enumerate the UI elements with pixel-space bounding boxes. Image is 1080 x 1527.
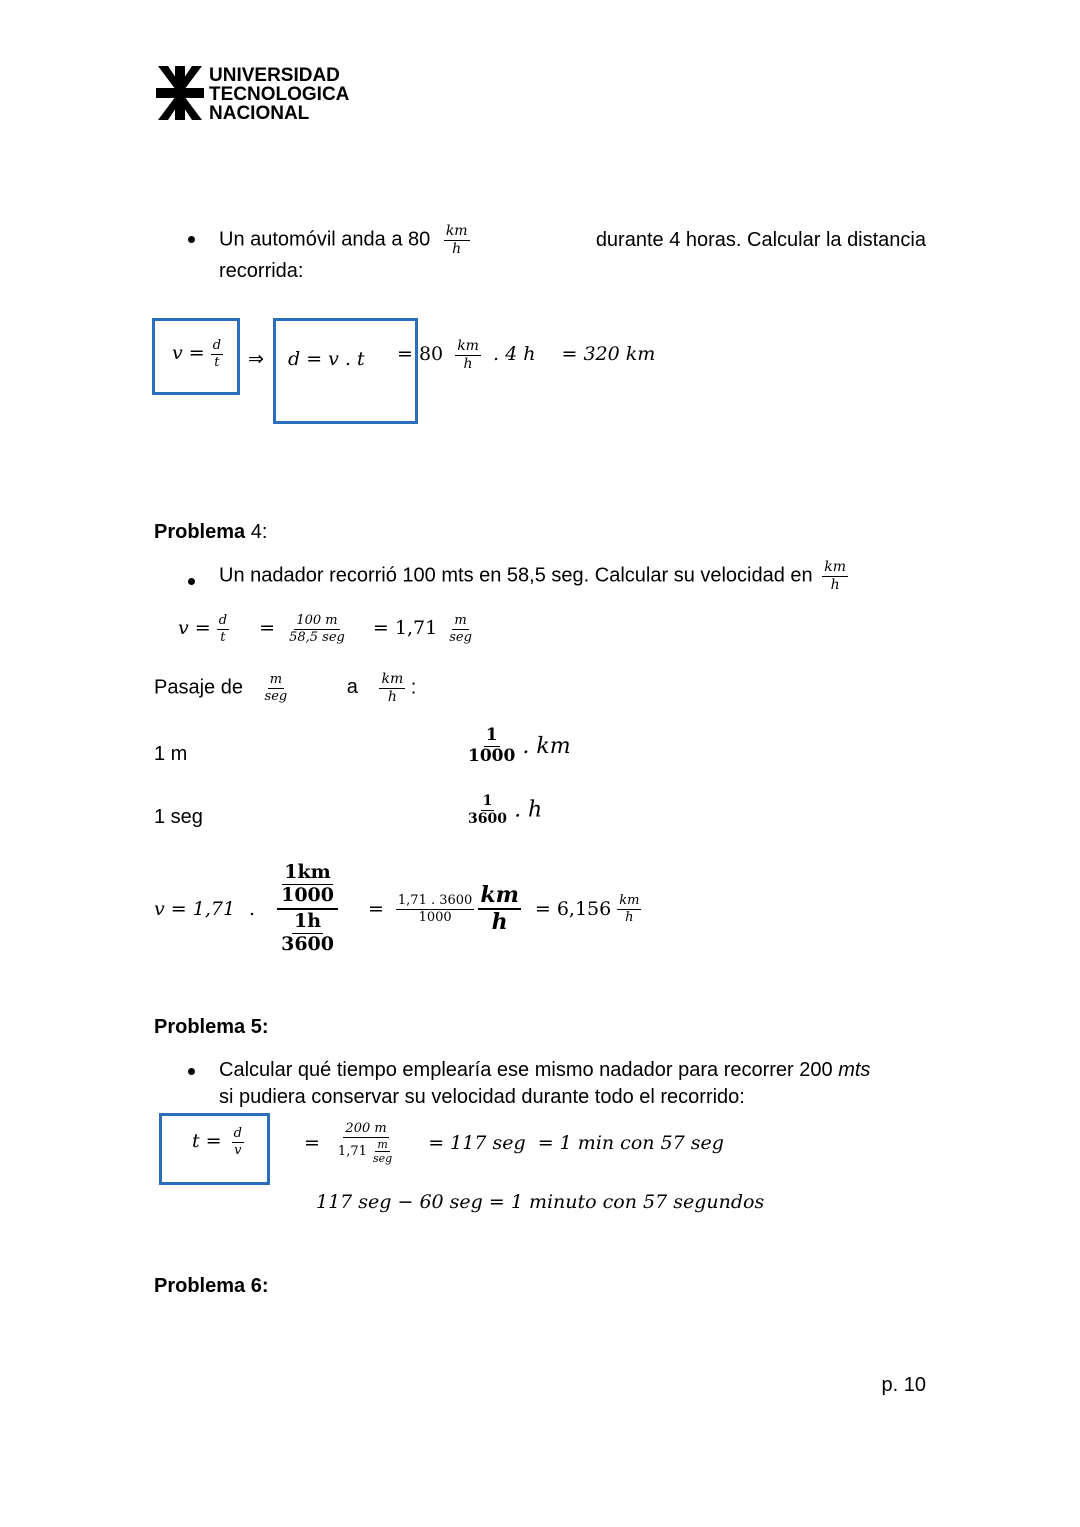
problem-5-title: Problema 5: — [154, 1016, 269, 1038]
fv-den: t — [214, 354, 220, 370]
p4-compound-den-frac — [279, 912, 336, 955]
p4-s-num: 1 — [482, 793, 493, 809]
p4-final-calculation — [154, 856, 641, 962]
formula-velocity-left: v = — [172, 342, 205, 365]
p4-big-n1: 1km — [284, 861, 331, 884]
p4-second-fraction — [466, 794, 509, 826]
p4-big-result-fraction — [617, 894, 641, 924]
p4-f-num: 100 m — [296, 613, 338, 628]
ex1-text-c: recorrida: — [219, 260, 304, 282]
problem-4-title-rest: 4: — [245, 521, 268, 543]
p4-m-num: 1 — [485, 725, 498, 745]
p4-pasaje-label: Pasaje de — [154, 676, 243, 699]
problem-5-text1-italic: mts — [838, 1059, 871, 1081]
page-number: p. 10 — [881, 1374, 926, 1396]
p5-f-den-a: 1,71 — [337, 1143, 367, 1159]
formula-time-left: t = — [192, 1130, 222, 1153]
p4-big-unum: km — [478, 884, 521, 910]
formula-time-fraction — [232, 1127, 244, 1157]
p4-big-d2: 3600 — [281, 932, 334, 955]
p4-colon: : — [410, 676, 417, 699]
p4-pasaje-frac2 — [379, 672, 405, 704]
p4-second-label: 1 seg — [154, 806, 203, 828]
p4-big-fden: 1000 — [418, 909, 452, 925]
ft-num: d — [233, 1126, 242, 1141]
p4-compound-num — [277, 863, 338, 910]
bullet — [188, 236, 195, 243]
p5-f-den — [336, 1138, 396, 1165]
p4-big-dot: . — [249, 898, 256, 920]
p4-s-unit: . h — [514, 797, 543, 823]
formula-distance-result — [397, 339, 655, 371]
p4-m-den: 1000 — [468, 745, 516, 766]
fd-unit-den: h — [463, 355, 473, 372]
p4-big-fraction — [396, 894, 474, 924]
ft-den: v — [234, 1142, 242, 1158]
p5-result: = 117 seg = 1 min con 57 seg — [428, 1132, 724, 1155]
problem-4-statement — [219, 560, 848, 592]
p4-big-left: v = 1,71 — [154, 898, 236, 920]
logo-line-1: UNIVERSIDAD — [209, 65, 340, 86]
p5-f-num: 200 m — [345, 1121, 387, 1136]
fd-mul: . 4 h — [493, 343, 536, 366]
p5-f-den-fraction — [371, 1139, 394, 1165]
p4-second-conversion — [466, 794, 542, 826]
problem-4-title — [154, 521, 267, 544]
p4-p-den2: h — [387, 688, 397, 705]
p4-r-num: m — [454, 613, 467, 628]
p5-f-den-num: m — [377, 1137, 388, 1151]
p4-result-fraction — [447, 614, 474, 644]
p4-s-den: 3600 — [468, 810, 507, 827]
p4-p-num1: m — [269, 672, 283, 688]
p4-unit-num: km — [824, 559, 846, 575]
p4-pasaje-frac1 — [263, 673, 290, 703]
p4-unit-den: h — [830, 576, 840, 593]
problem-5-text1: Calcular qué tiempo emplearía ese mismo nadador para recorrer 200 — [219, 1059, 833, 1081]
p5-calculation — [304, 1122, 724, 1165]
p4-meter-fraction — [466, 727, 517, 766]
p4-pasaje — [154, 672, 416, 704]
p4-r-den: seg — [449, 629, 472, 645]
p4-a: a — [346, 676, 358, 699]
problem-6-title: Problema 6: — [154, 1275, 269, 1297]
logo-line-3: NACIONAL — [209, 103, 310, 124]
fd-unit-num: km — [457, 338, 479, 354]
ex1-text-a-label: Un automóvil anda a 80 — [219, 228, 431, 251]
ex1-line — [219, 224, 926, 256]
ex1-unit-num: km — [445, 223, 468, 239]
p4-v-left: v = — [178, 617, 211, 640]
p4-v-num: d — [218, 613, 228, 628]
p5-eq: = — [304, 1132, 320, 1155]
p4-m-unit: . km — [522, 733, 571, 759]
p4-big-uden: h — [491, 909, 508, 935]
problem-4-title-bold: Problema — [154, 521, 246, 543]
problem-4-text: Un nadador recorrió 100 mts en 58,5 seg. Calcular su velocidad en — [219, 564, 813, 587]
p4-eq2: = 1,71 — [372, 617, 438, 640]
p4-big-unit-fraction — [478, 881, 521, 935]
p4-big-eq: = — [367, 898, 384, 920]
formula-time — [192, 1127, 244, 1157]
p4-f-den: 58,5 seg — [289, 629, 345, 645]
bullet — [188, 578, 195, 585]
p5-line2: 117 seg − 60 seg = 1 minuto con 57 segundos — [316, 1191, 765, 1213]
p4-meter-label: 1 m — [154, 743, 188, 765]
logo-text — [209, 66, 349, 123]
logo-line-2: TECNOLOGICA — [209, 84, 350, 105]
fd-res: = 320 km — [561, 343, 656, 366]
problem-5-text-line1 — [219, 1059, 870, 1082]
p4-meter-conversion — [466, 727, 571, 766]
p4-big-res: = 6,156 — [534, 898, 612, 920]
problem-5-text-line2: si pudiera conservar su velocidad durante todo el recorrido: — [219, 1086, 745, 1108]
p4-p-den1: seg — [264, 688, 288, 704]
fv-num: d — [212, 338, 222, 353]
formula-velocity-fraction — [211, 339, 223, 369]
p4-compound-fraction — [277, 863, 338, 955]
fd-eq: = 80 — [397, 343, 444, 366]
p5-main-fraction — [336, 1122, 396, 1165]
utn-logo-icon — [156, 66, 204, 120]
p4-big-rnum: km — [619, 892, 640, 908]
formula-distance: d = v . t — [288, 348, 365, 370]
bullet — [188, 1068, 195, 1075]
ex1-text-a — [219, 224, 470, 256]
implies-arrow: ⇒ — [248, 348, 264, 370]
p4-v-den: t — [220, 629, 226, 645]
p4-big-fnum: 1,71 . 3600 — [397, 892, 473, 908]
p4-p-num2: km — [381, 671, 404, 687]
p4-compound-num-frac — [279, 863, 336, 906]
p4-v-fraction — [217, 614, 229, 644]
p4-main-fraction — [287, 614, 347, 644]
p4-big-d1: 1h — [294, 910, 322, 932]
p4-big-rden: h — [625, 909, 634, 925]
fd-unit-fraction — [455, 339, 481, 371]
p4-velocity-formula — [178, 614, 474, 644]
ex1-unit-den: h — [452, 240, 462, 257]
p4-eq1: = — [259, 617, 276, 640]
p4-compound-den — [277, 910, 338, 955]
ex1-text-b: durante 4 horas. Calcular la distancia — [595, 228, 926, 251]
ex1-unit-fraction — [444, 224, 470, 256]
p5-f-den-den: seg — [373, 1152, 393, 1166]
p4-big-n2: 1000 — [281, 884, 334, 907]
problem-4-unit-fraction — [822, 560, 848, 592]
formula-velocity — [172, 339, 223, 369]
